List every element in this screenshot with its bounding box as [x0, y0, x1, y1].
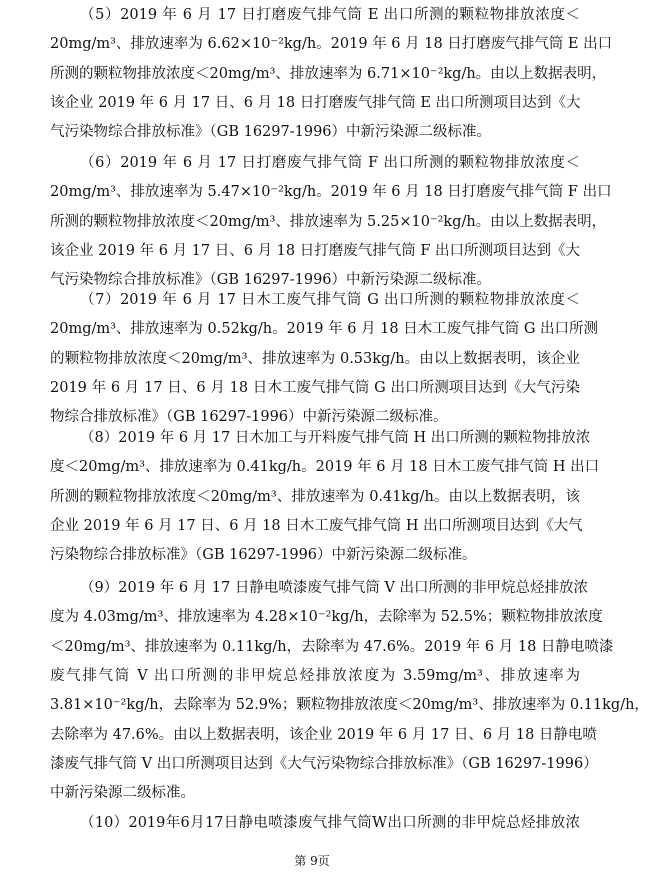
paragraph-line: 所测的颗粒物排放浓度＜20mg/m³、排放速率为 5.25×10⁻²kg/h。由以上数据表明， — [50, 213, 607, 230]
paragraph-line: 企业 2019 年 6 月 17 日、6 月 18 日木工废气排气筒 H 出口所测项目达到《大气 — [50, 517, 583, 534]
paragraph-line: （8）2019 年 6 月 17 日木加工与开料废气排气筒 H 出口所测的颗粒物排放浓 — [80, 430, 591, 446]
paragraph-line: 漆废气排气筒 V 出口所测项目达到《大气污染物综合排放标准》（GB 16297-1996） — [50, 755, 598, 772]
paragraph-line: 20mg/m³、排放速率为 0.52kg/h。2019 年 6 月 18 日木工废气排气筒 G 出口所测 — [50, 321, 599, 338]
paragraph-line: 所测的颗粒物排放浓度＜20mg/m³、排放速率为 6.71×10⁻²kg/h。由以上数据表明， — [50, 65, 607, 82]
paragraph-line: 的颗粒物排放浓度＜20mg/m³、排放速率为 0.53kg/h。由以上数据表明，该企业 — [50, 350, 580, 367]
paragraph-line: 3.81×10⁻²kg/h，去除率为 52.9%；颗粒物排放浓度＜20mg/m³、排放速率为 0.11kg/h， — [50, 697, 649, 714]
paragraph-line: 气污染物综合排放标准》（GB 16297-1996）中新污染源二级标准。 — [50, 124, 492, 141]
paragraph-line: 2019 年 6 月 17 日、6 月 18 日木工废气排气筒 G 出口所测项目达到《大气污染 — [50, 379, 580, 396]
paragraph-line: 去除率为 47.6%。由以上数据表明，该企业 2019 年 6 月 17 日、6 月 18 日静电喷 — [50, 726, 597, 743]
paragraph-line: 20mg/m³、排放速率为 6.62×10⁻²kg/h。2019 年 6 月 18 日打磨废气排气筒 E 出口 — [50, 36, 613, 53]
paragraph-line: 该企业 2019 年 6 月 17 日、6 月 18 日打磨废气排气筒 F 出口所测项目达到《大 — [50, 242, 581, 259]
paragraph-line: （5）2019 年 6 月 17 日打磨废气排气筒 E 出口所测的颗粒物排放浓度＜ — [80, 7, 580, 23]
paragraph-line: 所测的颗粒物排放浓度＜20mg/m³、排放速率为 0.41kg/h。由以上数据表明，该 — [50, 488, 580, 505]
paragraph-line: ＜20mg/m³、排放速率为 0.11kg/h，去除率为 47.6%。2019 年 6 月 18 日静电喷漆 — [50, 638, 614, 655]
paragraph-line: 中新污染源二级标准。 — [50, 785, 195, 802]
paragraph-line: 气污染物综合排放标准》（GB 16297-1996）中新污染源二级标准。 — [50, 272, 492, 289]
paragraph-line: （9）2019 年 6 月 17 日静电喷漆废气排气筒 V 出口所测的非甲烷总烃排放浓 — [80, 580, 589, 596]
paragraph-line: 污染物综合排放标准》（GB 16297-1996）中新污染源二级标准。 — [50, 547, 477, 564]
paragraph-line: 废气排气筒 V 出口所测的非甲烷总烃排放浓度为 3.59mg/m³、排放速率为 — [50, 667, 580, 684]
paragraph-line: （10）2019年6月17日静电喷漆废气排气筒W出口所测的非甲烷总烃排放浓 — [80, 815, 580, 831]
paragraph-line: （7）2019 年 6 月 17 日木工废气排气筒 G 出口所测的颗粒物排放浓度＜ — [80, 292, 580, 308]
paragraph-line: （6）2019 年 6 月 17 日打磨废气排气筒 F 出口所测的颗粒物排放浓度＜ — [80, 155, 580, 171]
paragraph-line: 该企业 2019 年 6 月 17 日、6 月 18 日打磨废气排气筒 E 出口所测项目达到《大 — [50, 94, 581, 111]
paragraph-line: 20mg/m³、排放速率为 5.47×10⁻²kg/h。2019 年 6 月 18 日打磨废气排气筒 F 出口 — [50, 184, 612, 201]
paragraph-line: 物综合排放标准》（GB 16297-1996）中新污染源二级标准。 — [50, 409, 448, 426]
paragraph-line: 度＜20mg/m³、排放速率为 0.41kg/h。2019 年 6 月 18 日木工废气排气筒 H 出口 — [50, 459, 600, 476]
paragraph-line: 度为 4.03mg/m³、排放速率为 4.28×10⁻²kg/h，去除率为 52.5%；颗粒物排放浓度 — [50, 609, 603, 626]
page-number: 第 9页 — [294, 854, 330, 868]
